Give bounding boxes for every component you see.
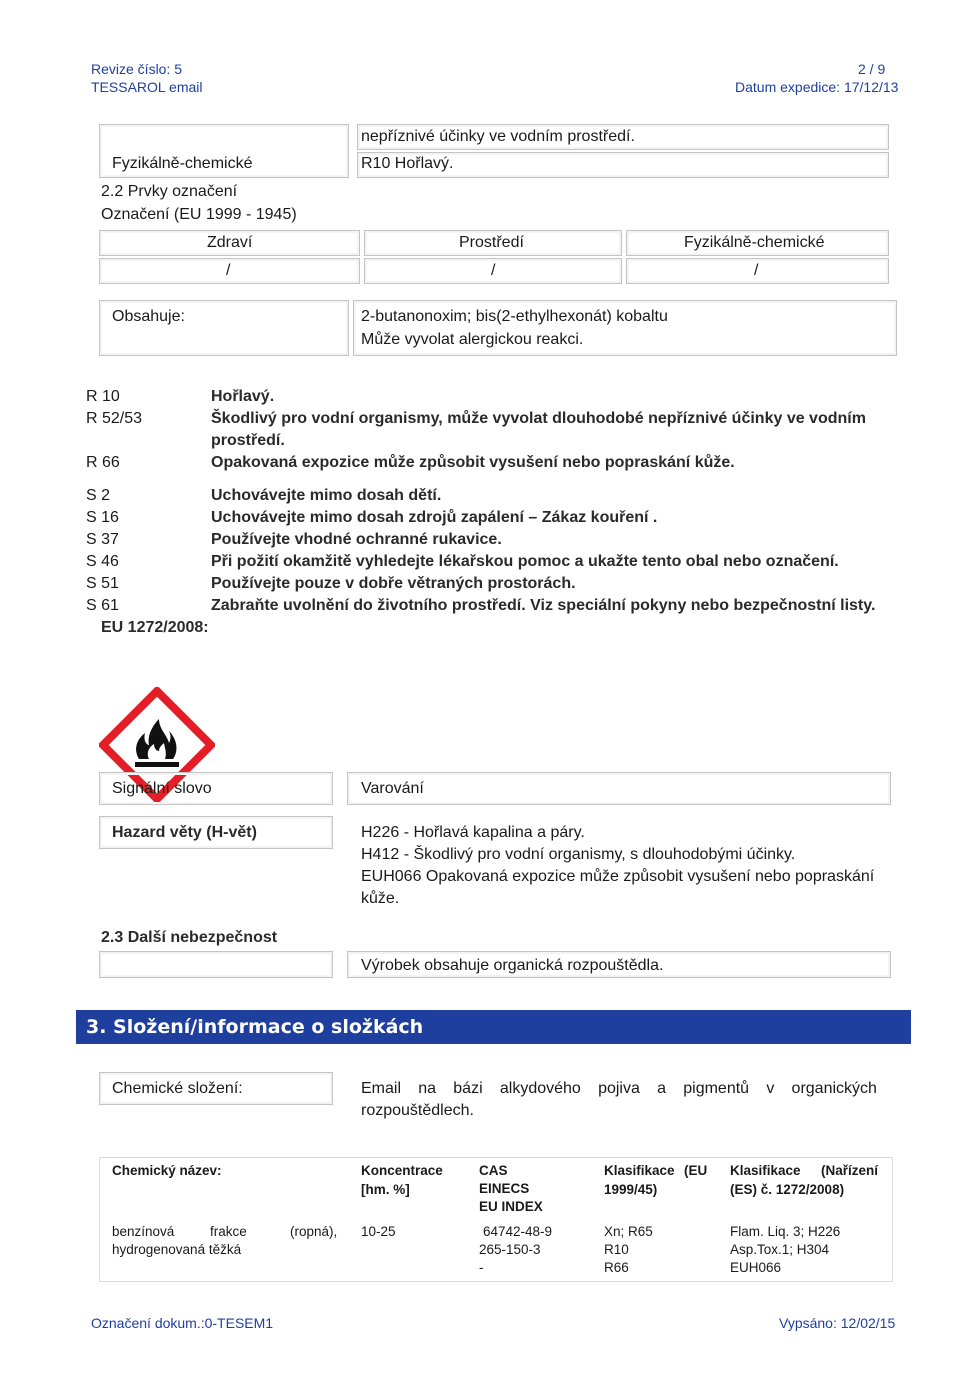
eu-regulation-label: EU 1272/2008: (101, 619, 209, 636)
val-fyz: / (754, 262, 759, 279)
th-eu-index: EU INDEX (479, 1199, 543, 1214)
env-text: nepříznivé účinky ve vodním prostředí. (361, 128, 635, 145)
th-name: Chemický název: (112, 1163, 222, 1178)
signal-label: Signální slovo (112, 780, 212, 797)
col-header-env: Prostředí (459, 234, 524, 251)
td-klas2-2: Asp.Tox.1; H304 (730, 1242, 830, 1257)
th-klas-clp: Klasifikace (730, 1163, 801, 1178)
eu-label: Označení (EU 1999 - 1945) (101, 206, 297, 223)
hazard-label: Hazard věty (H-vět) (112, 824, 257, 841)
th-klas-eu: Klasifikace (604, 1163, 675, 1178)
composition-label: Chemické složení: (112, 1080, 243, 1097)
other-hazards-label: 2.3 Další nebezpečnost (101, 929, 278, 946)
r-text: Škodlivý pro vodní organismy, může vyvolat dlouhodobé nepříznivé účinky ve vodním (211, 410, 866, 427)
r-text: Hořlavý. (211, 388, 275, 405)
td-name-1b: frakce (210, 1224, 247, 1239)
th-cas: CAS (479, 1163, 508, 1178)
td-klas2-1: Flam. Liq. 3; H226 (730, 1224, 841, 1239)
th-conc-2: [hm. %] (361, 1182, 410, 1197)
td-klas-1: Xn; R65 (604, 1224, 653, 1239)
col-header-health: Zdraví (207, 234, 253, 251)
s-text: Používejte vhodné ochranné rukavice. (211, 531, 502, 548)
composition-word: pojiva (598, 1080, 640, 1097)
s-text: Používejte pouze v dobře větraných prostorách. (211, 575, 576, 592)
section-2-2-title: 2.2 Prvky označení (101, 183, 238, 200)
contains-line-1: 2-butanonoxim; bis(2-ethylhexonát) kobaltu (361, 308, 668, 325)
page-number: 2 / 9 (858, 61, 886, 77)
th-klas-clp-b: (Nařízení (821, 1163, 879, 1178)
r-code: R 66 (86, 454, 120, 471)
s-code: S 46 (86, 553, 119, 570)
td-name-2: hydrogenovaná těžká (112, 1242, 242, 1257)
s-code: S 51 (86, 575, 119, 592)
document-id: Označení dokum.:0-TESEM1 (91, 1315, 274, 1331)
td-klas-2: R10 (604, 1242, 629, 1257)
product-name: TESSAROL email (91, 79, 203, 95)
hazard-line: EUH066 Opakovaná expozice může způsobit vysušení nebo popraskání (361, 868, 875, 885)
s-text: Uchovávejte mimo dosah dětí. (211, 487, 442, 504)
td-einecs: 265-150-3 (479, 1242, 541, 1257)
td-klas-3: R66 (604, 1260, 629, 1275)
s-code: S 61 (86, 597, 119, 614)
r-text: Opakovaná expozice může způsobit vysušení nebo popraskání kůže. (211, 454, 735, 471)
other-hazards-left-box (99, 951, 333, 978)
s-code: S 2 (86, 487, 111, 504)
hazard-line: H412 - Škodlivý pro vodní organismy, s dlouhodobými účinky. (361, 846, 796, 863)
th-klas-clp-2: (ES) č. 1272/2008) (730, 1182, 845, 1197)
val-env: / (491, 262, 496, 279)
col-header-fyz: Fyzikálně-chemické (684, 234, 825, 251)
signal-value-box (347, 772, 891, 805)
s-text: Při požití okamžitě vyhledejte lékařskou pomoc a ukažte tento obal nebo označení. (211, 553, 839, 570)
th-klas-eu-b: (EU (684, 1163, 708, 1178)
signal-value: Varování (361, 780, 424, 797)
td-cas: 64742-48-9 (483, 1224, 553, 1239)
r-code: R 52/53 (86, 410, 143, 427)
composition-word: alkydového (499, 1080, 581, 1097)
other-hazards-value: Výrobek obsahuje organická rozpouštědla. (361, 957, 664, 974)
th-klas-eu-2: 1999/45) (604, 1182, 658, 1197)
revision-number: Revize číslo: 5 (91, 61, 183, 77)
s-text: Zabraňte uvolnění do životního prostředí. Viz speciální pokyny nebo bezpečnostní listy. (211, 597, 876, 614)
contains-label: Obsahuje: (112, 308, 185, 325)
fyz-text: R10 Hořlavý. (361, 155, 454, 172)
composition-word: pigmentů (683, 1080, 750, 1097)
s-code: S 37 (86, 531, 119, 548)
composition-word: Email (361, 1080, 402, 1097)
hazard-line: kůže. (361, 890, 400, 907)
r-text: prostředí. (211, 432, 285, 449)
td-name-1c: (ropná), (290, 1224, 338, 1239)
composition-word: v (766, 1080, 775, 1097)
td-klas2-3: EUH066 (730, 1260, 782, 1275)
section-3-title: 3. Složení/informace o složkách (86, 1016, 424, 1038)
th-conc-1: Koncentrace (361, 1163, 443, 1178)
composition-line-1 (361, 1080, 877, 1098)
val-health: / (226, 262, 231, 279)
issue-date: Datum expedice: 17/12/13 (735, 79, 899, 95)
composition-line-2: rozpouštědlech. (361, 1102, 474, 1119)
composition-word: na (418, 1080, 437, 1097)
th-einecs: EINECS (479, 1181, 530, 1196)
composition-word: bázi (453, 1080, 483, 1097)
s-code: S 16 (86, 509, 119, 526)
fyz-label: Fyzikálně-chemické (112, 155, 253, 172)
s-text: Uchovávejte mimo dosah zdrojů zapálení – Zákaz kouření . (211, 509, 658, 526)
td-eu-index: - (479, 1260, 484, 1275)
hazard-line: H226 - Hořlavá kapalina a páry. (361, 824, 585, 841)
composition-word: a (657, 1080, 667, 1097)
td-name-1a: benzínová (112, 1224, 175, 1239)
contains-line-2: Může vyvolat alergickou reakci. (361, 331, 584, 348)
r-code: R 10 (86, 388, 120, 405)
section-3-header (76, 1010, 911, 1044)
td-conc: 10-25 (361, 1224, 396, 1239)
composition-word: organických (791, 1080, 877, 1097)
printed-date: Vypsáno: 12/02/15 (779, 1315, 896, 1331)
